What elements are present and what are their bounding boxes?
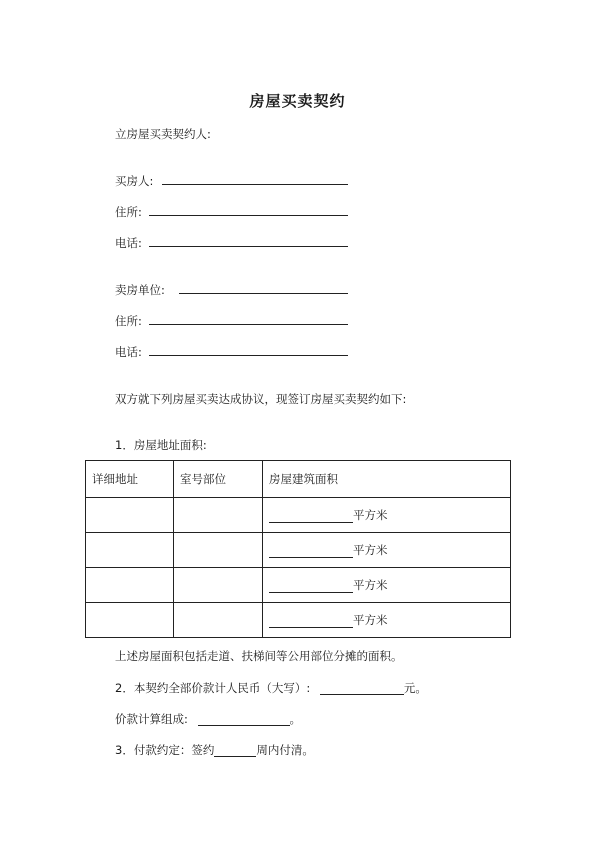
payment-weeks-field[interactable] (214, 744, 256, 757)
area-unit: 平方米 (353, 578, 388, 592)
buyer-address-field[interactable] (149, 215, 348, 216)
room-cell[interactable] (174, 498, 263, 533)
price-label: 2．本契约全部价款计人民币（大写）: (115, 681, 311, 695)
section1-heading: 1．房屋地址面积: (115, 438, 207, 452)
address-cell[interactable] (86, 498, 174, 533)
area-blank[interactable] (269, 580, 353, 593)
buyer-phone-field[interactable] (149, 246, 348, 247)
header-room: 室号部位 (174, 461, 263, 498)
seller-name-field[interactable] (179, 293, 348, 294)
seller-address-label: 住所: (115, 314, 142, 328)
seller-address-field[interactable] (149, 324, 348, 325)
area-cell[interactable] (263, 568, 511, 603)
address-cell[interactable] (86, 603, 174, 638)
area-cell[interactable] (263, 498, 511, 533)
calc-line (115, 712, 301, 726)
address-cell[interactable] (86, 568, 174, 603)
area-unit: 平方米 (353, 508, 388, 522)
area-note: 上述房屋面积包括走道、扶梯间等公用部位分摊的面积。 (115, 649, 403, 663)
area-cell[interactable] (263, 533, 511, 568)
table-row (86, 533, 511, 568)
section3-line (115, 743, 314, 757)
price-unit: 元。 (403, 681, 427, 695)
room-cell[interactable] (174, 568, 263, 603)
area-cell[interactable] (263, 603, 511, 638)
document-title: 房屋买卖契约 (249, 92, 346, 110)
seller-phone-label: 电话: (115, 345, 142, 359)
address-cell[interactable] (86, 533, 174, 568)
table-header-row (86, 461, 511, 498)
property-table (85, 460, 511, 638)
table-row (86, 498, 511, 533)
buyer-name-field[interactable] (162, 184, 348, 185)
calc-label: 价款计算组成: (115, 712, 188, 726)
calc-end: 。 (289, 712, 302, 726)
table-row (86, 603, 511, 638)
buyer-address-label: 住所: (115, 205, 142, 219)
payment-suffix: 周内付清。 (256, 743, 314, 757)
seller-name-label: 卖房单位: (115, 283, 165, 297)
seller-phone-field[interactable] (149, 355, 348, 356)
table-row (86, 568, 511, 603)
section2-line (115, 681, 427, 695)
room-cell[interactable] (174, 533, 263, 568)
calc-field[interactable] (198, 713, 290, 726)
intro-text: 立房屋买卖契约人: (115, 127, 211, 141)
area-blank[interactable] (269, 615, 353, 628)
area-blank[interactable] (269, 545, 353, 558)
buyer-phone-label: 电话: (115, 236, 142, 250)
header-area: 房屋建筑面积 (263, 461, 511, 498)
buyer-name-label: 买房人: (115, 174, 154, 188)
room-cell[interactable] (174, 603, 263, 638)
area-blank[interactable] (269, 510, 353, 523)
area-unit: 平方米 (353, 613, 388, 627)
agreement-text: 双方就下列房屋买卖达成协议，现签订房屋买卖契约如下: (115, 392, 407, 406)
payment-prefix: 3．付款约定：签约 (115, 743, 215, 757)
price-field[interactable] (320, 682, 404, 695)
header-address: 详细地址 (86, 461, 174, 498)
area-unit: 平方米 (353, 543, 388, 557)
